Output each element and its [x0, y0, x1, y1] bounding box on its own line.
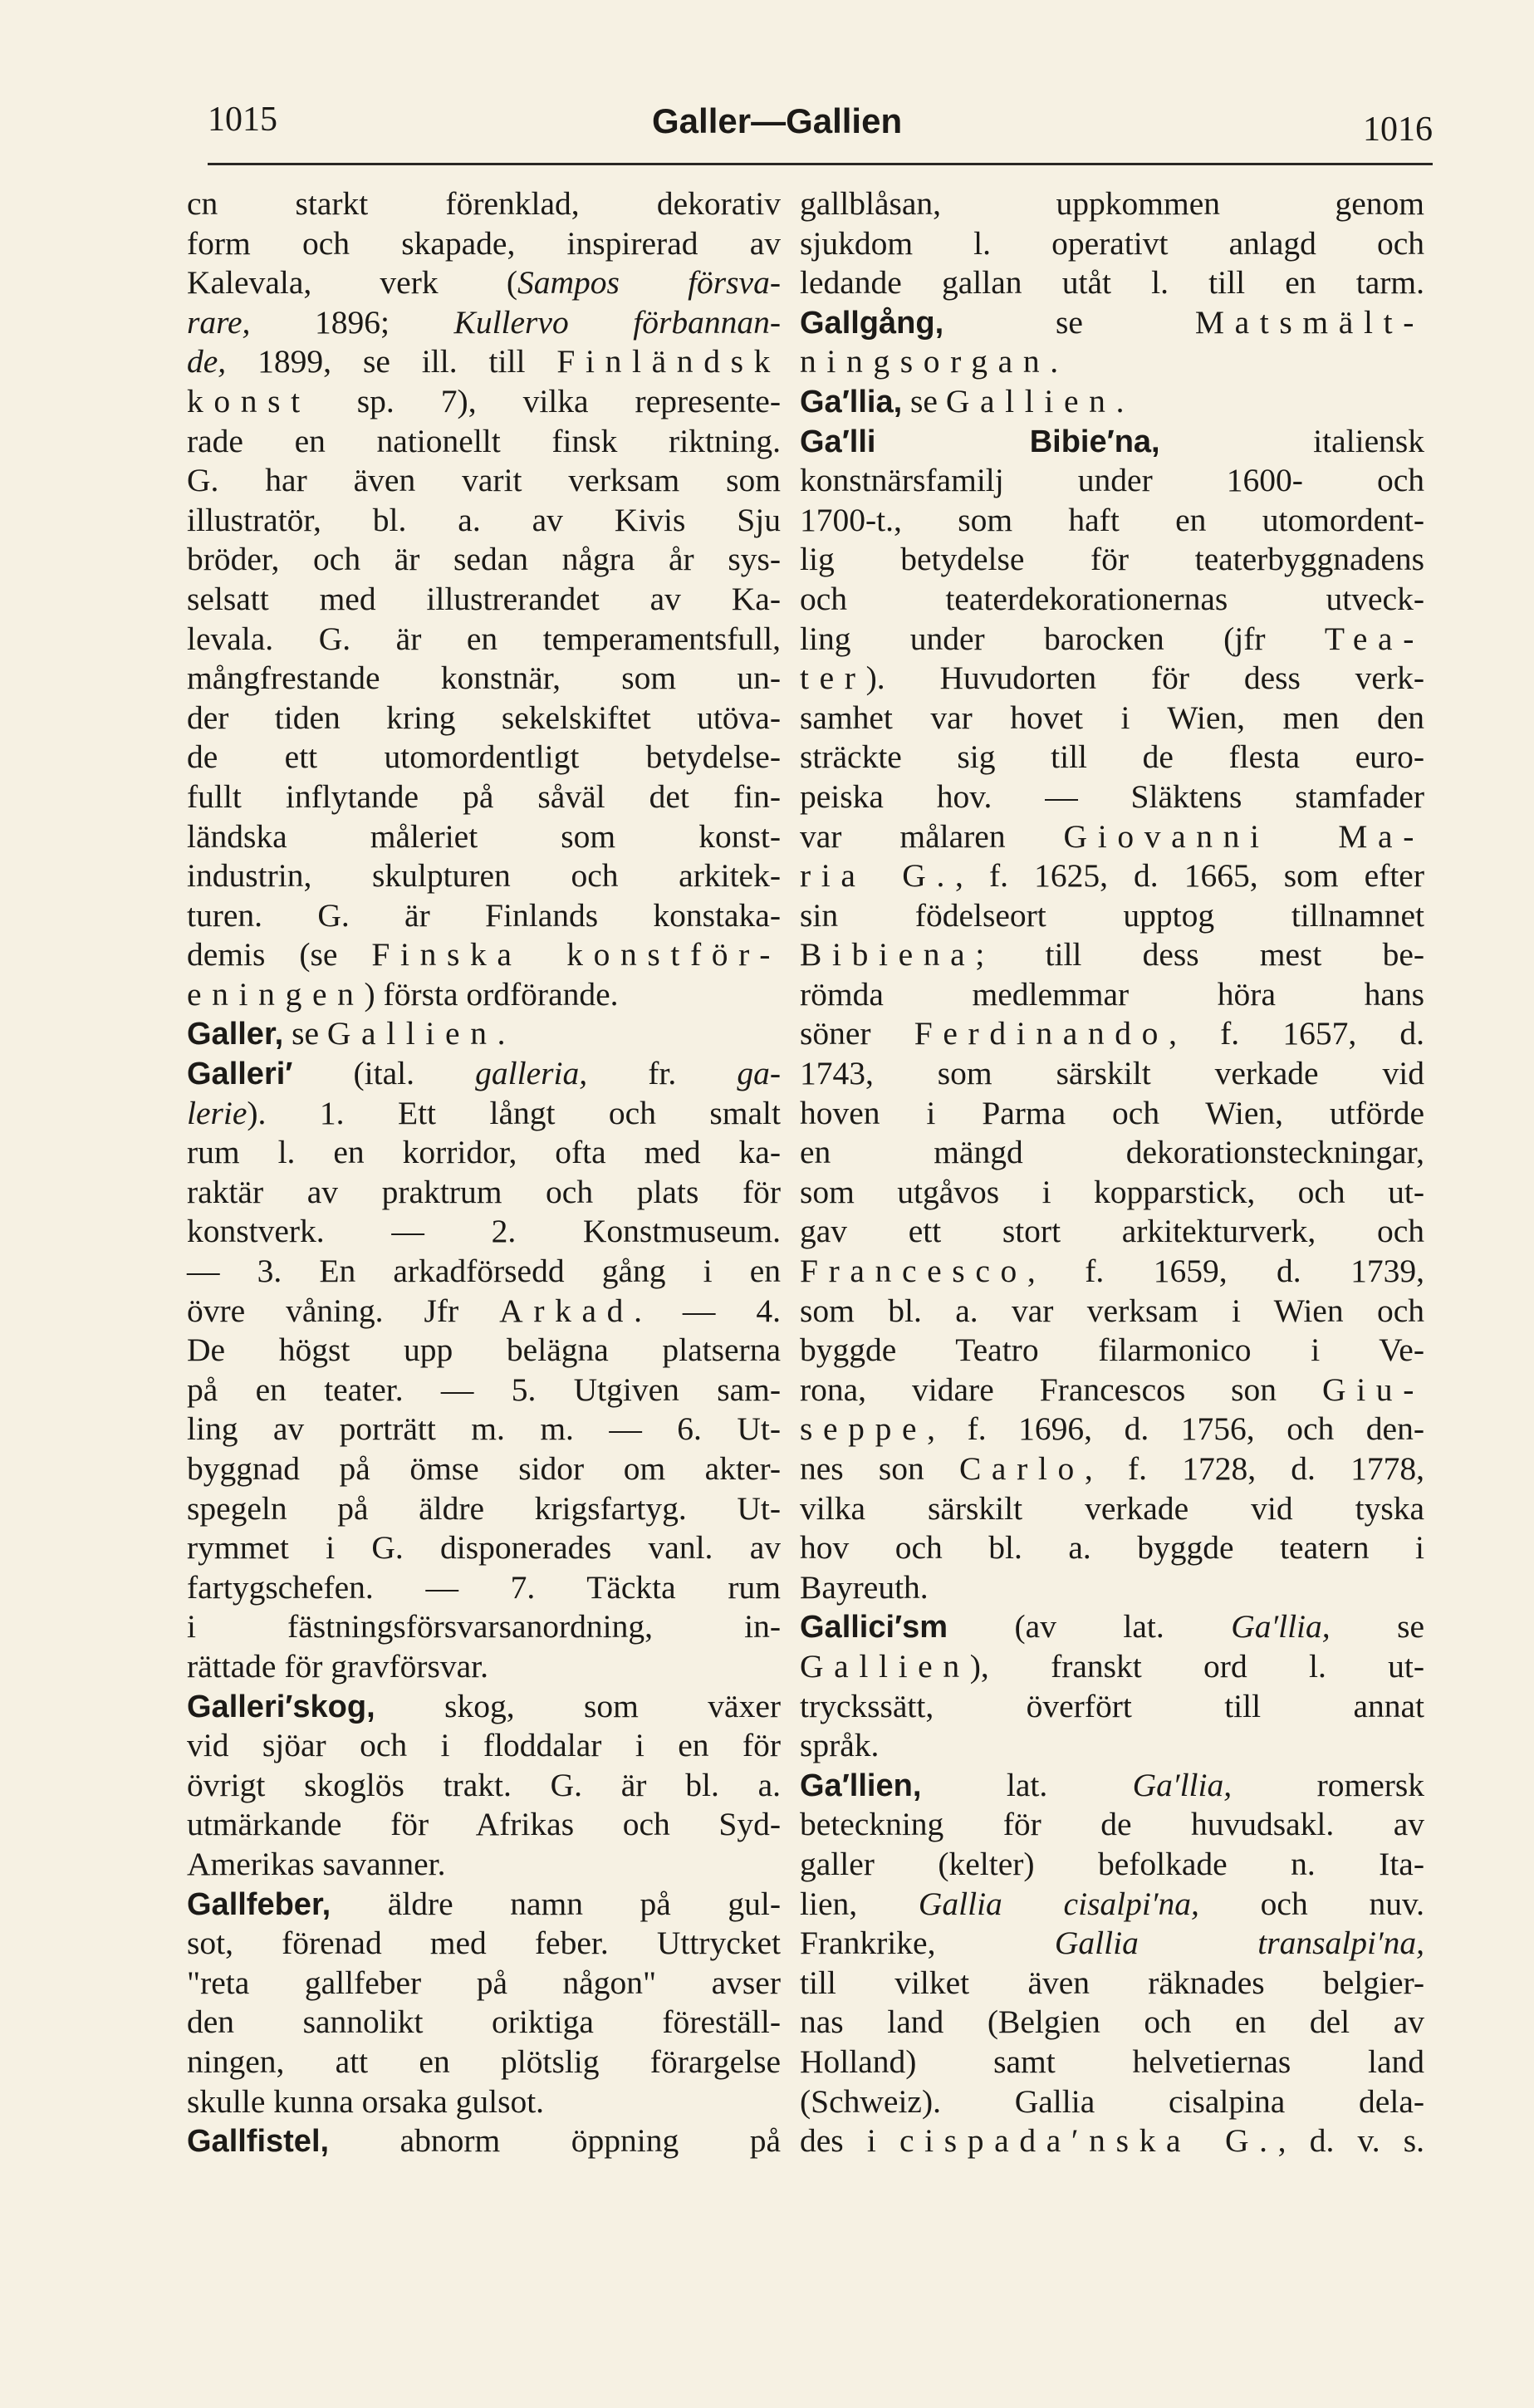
line-text: ling av porträtt m. m. — 6. Ut- — [187, 1410, 781, 1448]
text-line — [800, 501, 1424, 541]
text-line — [187, 382, 781, 422]
line-text: , f. 1659, d. 1739, — [1027, 1253, 1424, 1290]
text-line — [187, 1647, 781, 1687]
line-text: ). 1. Ett långt och smalt — [247, 1094, 781, 1131]
text-line — [187, 2043, 781, 2082]
spaced-reference: Francesco — [800, 1253, 1027, 1290]
line-text: se — [902, 382, 946, 419]
line-text: , f. 1625, d. 1665, som efter — [955, 857, 1424, 895]
text-line — [187, 1687, 781, 1727]
text-line — [800, 422, 1424, 462]
text-line — [800, 184, 1424, 224]
line-text: skulle kunna orsaka gulsot. — [187, 2082, 545, 2120]
line-text: , f. 1728, d. 1778, — [1084, 1450, 1424, 1487]
text-line — [187, 1607, 781, 1647]
text-line — [800, 342, 1424, 382]
page-number-right: 1016 — [1363, 110, 1433, 149]
text-line — [187, 1766, 781, 1806]
line-text: levala. G. är en temperamentsfull, — [187, 620, 781, 657]
line-text: se — [283, 1015, 327, 1052]
italic-term: Sampos försva- — [517, 264, 781, 302]
text-line — [800, 2121, 1424, 2161]
text-line — [800, 1766, 1424, 1806]
text-line — [187, 1528, 781, 1568]
running-head: Galler—Gallien — [652, 101, 903, 140]
line-text: 1700-t., som haft en utomordent- — [800, 501, 1424, 538]
text-line — [800, 699, 1424, 738]
italic-term: Gallia cisalpi′na, — [918, 1885, 1199, 1922]
text-line — [187, 1173, 781, 1213]
line-text: Holland) samt helvetiernas land — [800, 2043, 1424, 2080]
line-text: . — 4. — [634, 1292, 782, 1329]
italic-term: rare, — [187, 303, 251, 341]
text-line — [187, 699, 781, 738]
line-text: mångfrestande konstnär, som un- — [187, 660, 781, 697]
line-text: ländska måleriet som konst- — [187, 817, 781, 855]
text-line — [800, 620, 1424, 660]
text-line — [800, 1173, 1424, 1213]
line-text: söner — [800, 1015, 914, 1052]
text-line — [800, 1449, 1424, 1489]
line-text: rona, vidare Francescos son — [800, 1371, 1323, 1408]
spaced-reference: Arkad — [499, 1292, 635, 1329]
text-line — [187, 224, 781, 264]
line-text: och teaterdekorationernas utveck- — [800, 580, 1424, 617]
text-line — [187, 1371, 781, 1410]
line-text: 1743, som särskilt verkade vid — [800, 1055, 1424, 1092]
text-line — [800, 856, 1424, 896]
text-line — [187, 1133, 781, 1173]
spaced-reference: seppe — [800, 1410, 928, 1448]
text-line — [800, 1252, 1424, 1292]
text-line — [187, 1410, 781, 1449]
text-line — [800, 1687, 1424, 1727]
right-column — [800, 184, 1424, 2161]
spaced-reference: Gallien — [945, 382, 1116, 419]
text-line — [187, 1964, 781, 2003]
line-text: industrin, skulpturen och arkitek- — [187, 857, 781, 895]
line-text: fr. — [587, 1055, 738, 1092]
text-line — [187, 1094, 781, 1134]
text-line — [800, 2043, 1424, 2082]
text-line — [800, 303, 1424, 343]
text-line — [800, 1607, 1424, 1647]
entry-headword: Gallgång, — [800, 305, 944, 341]
line-text: vilka särskilt verkade vid tyska — [800, 1489, 1424, 1527]
line-text: den sannolikt oriktiga föreställ- — [187, 2003, 781, 2041]
line-text: var målaren — [800, 817, 1064, 855]
line-text: sin födelseort upptog tillnamnet — [800, 896, 1424, 934]
line-text: ), franskt ord l. ut- — [969, 1647, 1424, 1685]
text-line — [187, 540, 781, 580]
line-text: ningen, att en plötslig förargelse — [187, 2043, 781, 2080]
line-text: se — [943, 303, 1195, 341]
text-line — [187, 1212, 781, 1252]
entry-headword: Ga′llia, — [800, 384, 903, 419]
italic-term: Ga′llia, — [1231, 1608, 1331, 1645]
text-line — [800, 1054, 1424, 1094]
text-line — [187, 2121, 781, 2161]
spaced-reference: Ferdinando — [914, 1015, 1169, 1052]
line-text: nes son — [800, 1450, 959, 1487]
text-line — [800, 224, 1424, 264]
line-text: romersk — [1232, 1766, 1425, 1803]
text-line — [187, 1449, 781, 1489]
text-line — [800, 935, 1424, 975]
spaced-reference: Giu- — [1322, 1371, 1424, 1408]
text-line — [800, 263, 1424, 303]
spaced-reference: cispada′nska G. — [899, 2122, 1278, 2160]
spaced-reference: Gallien — [800, 1647, 970, 1685]
line-text: (Schweiz). Gallia cisalpina dela- — [800, 2082, 1424, 2120]
line-text: lien, — [800, 1885, 919, 1922]
line-text: raktär av praktrum och plats för — [187, 1173, 781, 1210]
line-text: ledande gallan utåt l. till en tarm. — [800, 264, 1424, 302]
spaced-reference: eningen — [187, 975, 365, 1013]
text-line — [800, 2082, 1424, 2122]
line-text: byggde Teatro filarmonico i Ve- — [800, 1332, 1424, 1369]
text-line — [187, 2082, 781, 2122]
line-text: övre våning. Jfr — [187, 1292, 500, 1329]
line-text: De högst upp belägna platserna — [187, 1332, 781, 1369]
text-line — [800, 1528, 1424, 1568]
spaced-reference: Gallien. — [326, 1015, 517, 1052]
spaced-reference: konst — [187, 382, 311, 419]
line-text: illustratör, bl. a. av Kivis Sju — [187, 501, 781, 538]
line-text: se — [1330, 1608, 1424, 1645]
line-text: G. har även varit verksam som — [187, 462, 781, 499]
text-line — [187, 1805, 781, 1845]
line-text: sträckte sig till de flesta euro- — [800, 738, 1424, 776]
line-text: peiska hov. — Släktens stamfader — [800, 777, 1424, 815]
text-line — [187, 1331, 781, 1371]
text-line — [187, 1252, 781, 1292]
line-text: , d. v. s. — [1277, 2122, 1424, 2160]
text-line — [187, 2003, 781, 2043]
text-line — [800, 659, 1424, 699]
line-text: der tiden kring sekelskiftet utöva- — [187, 699, 781, 736]
text-line — [187, 342, 781, 382]
text-line — [187, 1885, 781, 1925]
line-text: på en teater. — 5. Utgiven sam- — [187, 1371, 781, 1408]
text-line — [800, 1331, 1424, 1371]
italic-term: Ga′llia, — [1132, 1766, 1233, 1803]
line-text: spegeln på äldre krigsfartyg. Ut- — [187, 1489, 781, 1527]
line-text: des i — [800, 2122, 899, 2160]
text-line — [800, 1924, 1424, 1964]
line-text: italiensk — [1159, 422, 1424, 459]
text-line — [187, 1292, 781, 1332]
line-text: Bayreuth. — [800, 1568, 929, 1606]
line-text: gav ett stort arkitekturverk, och — [800, 1213, 1424, 1250]
text-line — [800, 1726, 1424, 1766]
text-line — [800, 1133, 1424, 1173]
text-line — [800, 1212, 1424, 1252]
line-text: gallblåsan, uppkommen genom — [800, 185, 1424, 222]
text-line — [187, 738, 781, 777]
line-text: skog, som växer — [375, 1687, 781, 1724]
line-text: tryckssätt, överfört till annat — [800, 1687, 1424, 1724]
entry-headword: Galler, — [187, 1017, 284, 1052]
spaced-reference: Matsmält- — [1194, 303, 1424, 341]
line-text: selsatt med illustrerandet av Ka- — [187, 580, 781, 617]
line-text: utmärkande för Afrikas och Syd- — [187, 1806, 781, 1843]
line-text: beteckning för de huvudsakl. av — [800, 1806, 1424, 1843]
line-text: rum l. en korridor, ofta med ka- — [187, 1134, 781, 1171]
entry-headword: Ga′llien, — [800, 1768, 922, 1803]
italic-term: ga- — [737, 1055, 781, 1092]
text-line — [800, 1885, 1424, 1925]
entry-headword: Galleri′ — [187, 1057, 293, 1092]
line-text: fartygschefen. — 7. Täckta rum — [187, 1568, 781, 1606]
text-line — [187, 461, 781, 501]
line-text: ). Huvudorten för dess verk- — [865, 660, 1424, 697]
line-text: Amerikas savanner. — [187, 1845, 446, 1882]
spaced-reference: ria G. — [800, 857, 955, 895]
line-text: (ital. — [292, 1055, 476, 1092]
text-line — [187, 1054, 781, 1094]
line-text: — 3. En arkadförsedd gång i en — [187, 1253, 781, 1290]
line-text: 1896; — [250, 303, 454, 341]
text-line — [800, 777, 1424, 817]
entry-headword: Galleri′skog, — [187, 1689, 375, 1724]
line-text: bröder, och är sedan några år sys- — [187, 541, 781, 578]
text-line — [187, 184, 781, 224]
line-text: i fästningsförsvarsanordning, in- — [187, 1608, 781, 1645]
spaced-reference: Tea- — [1324, 620, 1424, 657]
text-line — [800, 817, 1424, 857]
text-line — [800, 540, 1424, 580]
line-text: de ett utomordentligt betydelse- — [187, 738, 781, 776]
line-text: römda medlemmar höra hans — [800, 975, 1424, 1013]
text-line — [800, 1014, 1424, 1054]
italic-term: de, — [187, 343, 227, 380]
text-line — [187, 1845, 781, 1885]
text-line — [800, 2003, 1424, 2043]
line-text: ling under barocken (jfr — [800, 620, 1325, 657]
text-line — [187, 620, 781, 660]
line-text: sjukdom l. operativt anlagd och — [800, 224, 1424, 262]
line-text: till vilket även räknades belgier- — [800, 1964, 1424, 2001]
text-line — [187, 856, 781, 896]
spaced-reference: ter — [800, 660, 866, 697]
line-text: rättade för gravförsvar. — [187, 1647, 489, 1685]
spaced-reference: ningsorgan. — [800, 343, 1069, 380]
line-text: , f. 1696, d. 1756, och den- — [927, 1410, 1424, 1448]
text-line — [187, 935, 781, 975]
text-line — [800, 975, 1424, 1015]
entry-headword: Gallfistel, — [187, 2124, 330, 2160]
text-line — [800, 1410, 1424, 1449]
text-line — [187, 580, 781, 620]
line-text: turen. G. är Finlands konstaka- — [187, 896, 781, 934]
entry-headword: Gallici′sm — [800, 1610, 948, 1645]
text-line — [187, 1014, 781, 1054]
text-line — [800, 738, 1424, 777]
line-text: som bl. a. var verksam i Wien och — [800, 1292, 1424, 1329]
text-line — [800, 1292, 1424, 1332]
text-line — [800, 1805, 1424, 1845]
text-line — [187, 422, 781, 462]
text-line — [800, 461, 1424, 501]
line-text: och nuv. — [1198, 1885, 1424, 1922]
text-line — [800, 1489, 1424, 1529]
line-text: sp. 7), vilka represente- — [310, 382, 781, 419]
line-text: språk. — [800, 1727, 880, 1764]
line-text: ) första ordförande. — [364, 975, 619, 1013]
line-text: fullt inflytande på såväl det fin- — [187, 777, 781, 815]
line-text: lat. — [921, 1766, 1133, 1803]
text-line — [187, 817, 781, 857]
line-text: abnorm öppning på — [329, 2122, 781, 2160]
left-column — [187, 184, 781, 2161]
line-text: Kalevala, verk ( — [187, 264, 517, 302]
text-line — [800, 1094, 1424, 1134]
text-line — [187, 1489, 781, 1529]
header-rule — [208, 163, 1433, 165]
italic-term: Kullervo förbannan- — [453, 303, 781, 341]
page-header — [208, 91, 1433, 158]
text-line — [187, 1568, 781, 1608]
spaced-reference: Giovanni Ma- — [1063, 817, 1424, 855]
line-text: nas land (Belgien och en del av — [800, 2003, 1424, 2041]
line-text: samhet var hovet i Wien, men den — [800, 699, 1424, 736]
line-text: som utgåvos i kopparstick, och ut- — [800, 1173, 1424, 1210]
line-text: 1899, se ill. till — [226, 343, 557, 380]
italic-term: galleria, — [475, 1055, 588, 1092]
line-text: form och skapade, inspirerad av — [187, 224, 781, 262]
spaced-reference: Bibiena — [800, 936, 976, 973]
text-line — [800, 1568, 1424, 1608]
text-line — [187, 975, 781, 1015]
text-line — [187, 1924, 781, 1964]
line-text: (av lat. — [948, 1608, 1232, 1645]
text-line — [800, 580, 1424, 620]
text-line — [187, 501, 781, 541]
line-text: galler (kelter) befolkade n. Ita- — [800, 1845, 1424, 1882]
spaced-reference: Finländsk — [556, 343, 781, 380]
line-text: Frankrike, — [800, 1925, 1055, 1962]
text-line — [187, 263, 781, 303]
line-text: hoven i Parma och Wien, utförde — [800, 1094, 1424, 1131]
text-line — [800, 1964, 1424, 2003]
entry-headword: Gallfeber, — [187, 1886, 331, 1922]
text-line — [187, 1726, 781, 1766]
text-line — [187, 303, 781, 343]
line-text: , f. 1657, d. — [1169, 1015, 1425, 1052]
entry-headword: Ga′lli Bibie′na, — [800, 424, 1160, 459]
text-line — [800, 1845, 1424, 1885]
line-text: ; till dess mest be- — [975, 936, 1424, 973]
line-text: rade en nationellt finsk riktning. — [187, 422, 781, 459]
line-text: en mängd dekorationsteckningar, — [800, 1134, 1424, 1171]
line-text: byggnad på ömse sidor om akter- — [187, 1450, 781, 1487]
page-number-left: 1015 — [208, 101, 277, 139]
line-text: konstverk. — 2. Konstmuseum. — [187, 1213, 781, 1250]
line-text: demis (se — [187, 936, 372, 973]
line-text: sot, förenad med feber. Uttrycket — [187, 1925, 781, 1962]
text-line — [187, 659, 781, 699]
line-text: "reta gallfeber på någon" avser — [187, 1964, 781, 2001]
line-text: vid sjöar och i floddalar i en för — [187, 1727, 781, 1764]
text-line — [187, 896, 781, 936]
line-text: lig betydelse för teaterbyggnadens — [800, 541, 1424, 578]
text-line — [800, 1371, 1424, 1410]
spaced-reference: Carlo — [958, 1450, 1085, 1487]
text-line — [187, 777, 781, 817]
line-text: hov och bl. a. byggde teatern i — [800, 1529, 1424, 1567]
line-text: konstnärsfamilj under 1600- och — [800, 462, 1424, 499]
line-text: övrigt skoglös trakt. G. är bl. a. — [187, 1766, 781, 1803]
text-line — [800, 1647, 1424, 1687]
line-text: cn starkt förenklad, dekorativ — [187, 185, 781, 222]
italic-term: Gallia transalpi′na, — [1054, 1925, 1424, 1962]
text-line — [800, 382, 1424, 422]
spaced-reference: Finska konstför- — [371, 936, 781, 973]
line-text: äldre namn på gul- — [331, 1885, 781, 1922]
text-line — [800, 896, 1424, 936]
italic-term: lerie — [187, 1094, 247, 1131]
line-text: . — [1115, 382, 1125, 419]
line-text: rymmet i G. disponerades vanl. av — [187, 1529, 781, 1567]
